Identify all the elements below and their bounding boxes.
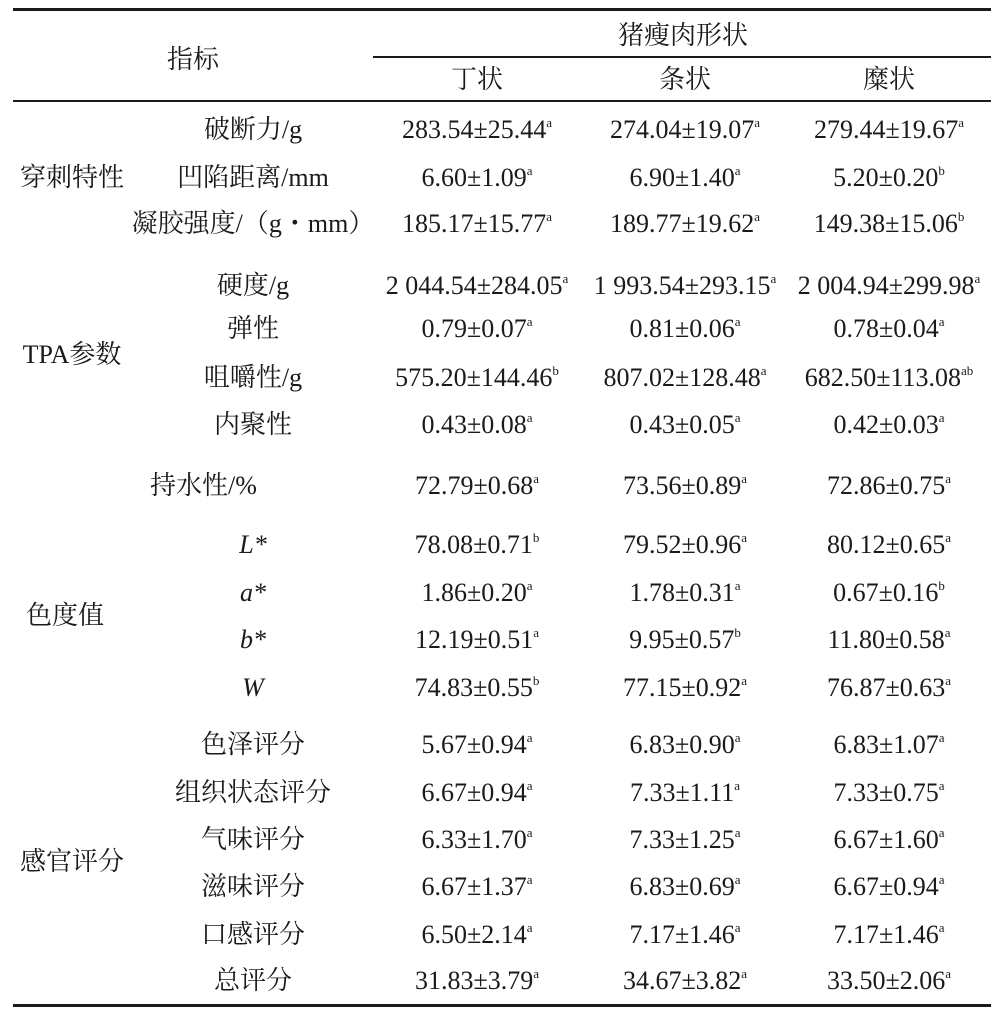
table-cell: 274.04±19.07$^a$ xyxy=(609,115,761,144)
table-cell: 72.79±0.68$^a$ xyxy=(414,471,540,500)
table-cell: 2 044.54±284.05$^a$ xyxy=(385,271,569,300)
table-top-rule xyxy=(13,8,991,11)
table-cell: 73.56±0.89$^a$ xyxy=(622,471,748,500)
table-cell: 6.50±2.14$^a$ xyxy=(421,920,533,949)
significance-letter: a xyxy=(526,410,533,425)
significance-letter: a xyxy=(734,778,741,793)
table-cell: 74.83±0.55$^b$ xyxy=(414,673,540,702)
table-cell: 7.33±1.25$^a$ xyxy=(629,825,741,854)
significance-letter: a xyxy=(526,872,533,887)
table-cell: 33.50±2.06$^a$ xyxy=(826,966,952,995)
significance-letter: a xyxy=(958,115,965,130)
header-col-3: 糜状 xyxy=(862,65,916,94)
header-sub-rule xyxy=(373,56,991,58)
table-cell: 279.44±19.67$^a$ xyxy=(813,115,965,144)
header-col-2: 条状 xyxy=(658,65,712,94)
table-cell: 78.08±0.71$^b$ xyxy=(414,530,540,559)
significance-letter: a xyxy=(734,825,741,840)
table-cell: 5.67±0.94$^a$ xyxy=(421,730,533,759)
significance-letter: a xyxy=(754,209,761,224)
row-label: 色泽评分 xyxy=(200,730,306,759)
significance-letter: a xyxy=(938,920,945,935)
table-cell: 76.87±0.63$^a$ xyxy=(826,673,952,702)
significance-letter: b xyxy=(957,209,965,224)
table-cell: 6.60±1.09$^a$ xyxy=(421,163,533,192)
table-bottom-rule xyxy=(13,1004,991,1007)
table-cell: 7.17±1.46$^a$ xyxy=(833,920,945,949)
table-cell: 6.83±1.07$^a$ xyxy=(833,730,945,759)
significance-letter: a xyxy=(546,209,553,224)
significance-letter: a xyxy=(546,115,553,130)
significance-letter: a xyxy=(945,471,952,486)
significance-letter: a xyxy=(741,471,748,486)
table-cell: 0.67±0.16$^b$ xyxy=(833,578,945,607)
significance-letter: a xyxy=(533,471,540,486)
significance-letter: a xyxy=(526,778,533,793)
row-label: 口感评分 xyxy=(200,920,306,949)
row-label: b* xyxy=(240,625,266,654)
table-cell: 6.83±0.90$^a$ xyxy=(629,730,741,759)
significance-letter: b xyxy=(532,530,540,545)
significance-letter: a xyxy=(945,966,952,981)
table-cell: 0.43±0.08$^a$ xyxy=(421,410,533,439)
table-cell: 79.52±0.96$^a$ xyxy=(622,530,748,559)
significance-letter: a xyxy=(562,271,569,286)
table-cell: 0.81±0.06$^a$ xyxy=(629,314,741,343)
header-group-title: 猪瘦肉形状 xyxy=(617,21,749,50)
significance-letter: a xyxy=(526,920,533,935)
significance-letter: ab xyxy=(961,363,974,378)
table-cell: 682.50±113.08$^{ab}$ xyxy=(804,363,974,392)
table-cell: 283.54±25.44$^a$ xyxy=(401,115,553,144)
significance-letter: a xyxy=(734,410,741,425)
row-group-label: 穿刺特性 xyxy=(19,163,125,192)
table-cell: 7.33±1.11$^a$ xyxy=(629,778,741,807)
row-label: 组织状态评分 xyxy=(174,778,332,807)
significance-letter: a xyxy=(533,625,540,640)
table-cell: 12.19±0.51$^a$ xyxy=(414,625,540,654)
table-cell: 0.79±0.07$^a$ xyxy=(421,314,533,343)
row-label: 气味评分 xyxy=(200,825,306,854)
table-cell: 34.67±3.82$^a$ xyxy=(622,966,748,995)
table-cell: 31.83±3.79$^a$ xyxy=(414,966,540,995)
header-indicator: 指标 xyxy=(166,45,220,74)
table-cell: 1.86±0.20$^a$ xyxy=(421,578,533,607)
table-cell: 807.02±128.48$^a$ xyxy=(603,363,767,392)
significance-letter: b xyxy=(532,673,540,688)
significance-letter: a xyxy=(526,578,533,593)
significance-letter: a xyxy=(974,271,981,286)
row-label: L* xyxy=(239,530,267,559)
table-cell: 7.17±1.46$^a$ xyxy=(629,920,741,949)
row-label: 内聚性 xyxy=(213,410,293,439)
row-label: 总评分 xyxy=(213,966,293,995)
significance-letter: a xyxy=(760,363,767,378)
significance-letter: a xyxy=(734,920,741,935)
table-cell: 189.77±19.62$^a$ xyxy=(609,209,761,238)
table-cell: 6.67±1.60$^a$ xyxy=(833,825,945,854)
table-cell: 5.20±0.20$^b$ xyxy=(833,163,945,192)
table-cell: 6.83±0.69$^a$ xyxy=(629,872,741,901)
table-cell: 1.78±0.31$^a$ xyxy=(629,578,741,607)
table-cell: 72.86±0.75$^a$ xyxy=(826,471,952,500)
table-cell: 185.17±15.77$^a$ xyxy=(401,209,553,238)
table-cell: 6.33±1.70$^a$ xyxy=(421,825,533,854)
significance-letter: a xyxy=(944,625,951,640)
significance-letter: a xyxy=(938,314,945,329)
significance-letter: a xyxy=(945,530,952,545)
significance-letter: a xyxy=(945,673,952,688)
significance-letter: a xyxy=(533,966,540,981)
table-cell: 0.42±0.03$^a$ xyxy=(833,410,945,439)
row-label: 滋味评分 xyxy=(200,872,306,901)
row-label: 凹陷距离/mm xyxy=(177,163,329,192)
row-label: 破断力/g xyxy=(203,115,303,144)
table-cell: 6.67±0.94$^a$ xyxy=(421,778,533,807)
significance-letter: a xyxy=(734,872,741,887)
significance-letter: b xyxy=(734,625,741,640)
table-cell: 11.80±0.58$^a$ xyxy=(827,625,951,654)
significance-letter: a xyxy=(526,163,533,178)
row-label: 咀嚼性/g xyxy=(203,363,303,392)
header-bottom-rule xyxy=(13,100,991,102)
table-cell: 77.15±0.92$^a$ xyxy=(622,673,748,702)
table-cell: 80.12±0.65$^a$ xyxy=(826,530,952,559)
significance-letter: a xyxy=(938,825,945,840)
significance-letter: b xyxy=(938,163,945,178)
significance-letter: a xyxy=(741,530,748,545)
significance-letter: a xyxy=(734,578,741,593)
row-group-label: 感官评分 xyxy=(19,847,125,876)
row-group-label: TPA参数 xyxy=(22,340,122,369)
row-label: 硬度/g xyxy=(216,271,290,300)
significance-letter: a xyxy=(741,673,748,688)
table-cell: 6.67±0.94$^a$ xyxy=(833,872,945,901)
table-cell: 9.95±0.57$^b$ xyxy=(629,625,741,654)
significance-letter: a xyxy=(770,271,777,286)
table-cell: 0.78±0.04$^a$ xyxy=(833,314,945,343)
table-cell: 1 993.54±293.15$^a$ xyxy=(593,271,777,300)
table-cell: 0.43±0.05$^a$ xyxy=(629,410,741,439)
significance-letter: a xyxy=(734,314,741,329)
table-cell: 7.33±0.75$^a$ xyxy=(833,778,945,807)
significance-letter: a xyxy=(741,966,748,981)
significance-letter: a xyxy=(938,410,945,425)
significance-letter: a xyxy=(526,730,533,745)
significance-letter: a xyxy=(938,778,945,793)
significance-letter: a xyxy=(526,825,533,840)
significance-letter: a xyxy=(938,872,945,887)
significance-letter: a xyxy=(734,163,741,178)
row-label: 弹性 xyxy=(226,314,280,343)
significance-letter: a xyxy=(938,730,945,745)
significance-letter: b xyxy=(938,578,945,593)
significance-letter: a xyxy=(734,730,741,745)
table-cell: 2 004.94±299.98$^a$ xyxy=(797,271,981,300)
table-cell: 6.90±1.40$^a$ xyxy=(629,163,741,192)
table-cell: 6.67±1.37$^a$ xyxy=(421,872,533,901)
row-label: W xyxy=(242,673,264,702)
header-col-1: 丁状 xyxy=(450,65,504,94)
row-group-label: 色度值 xyxy=(25,601,105,630)
row-label: 凝胶强度/（g・mm） xyxy=(131,209,375,238)
row-label: 持水性/% xyxy=(150,471,257,500)
significance-letter: a xyxy=(526,314,533,329)
table-cell: 575.20±144.46$^b$ xyxy=(395,363,559,392)
significance-letter: b xyxy=(552,363,559,378)
row-label: a* xyxy=(240,578,266,607)
significance-letter: a xyxy=(754,115,761,130)
table-cell: 149.38±15.06$^b$ xyxy=(813,209,965,238)
